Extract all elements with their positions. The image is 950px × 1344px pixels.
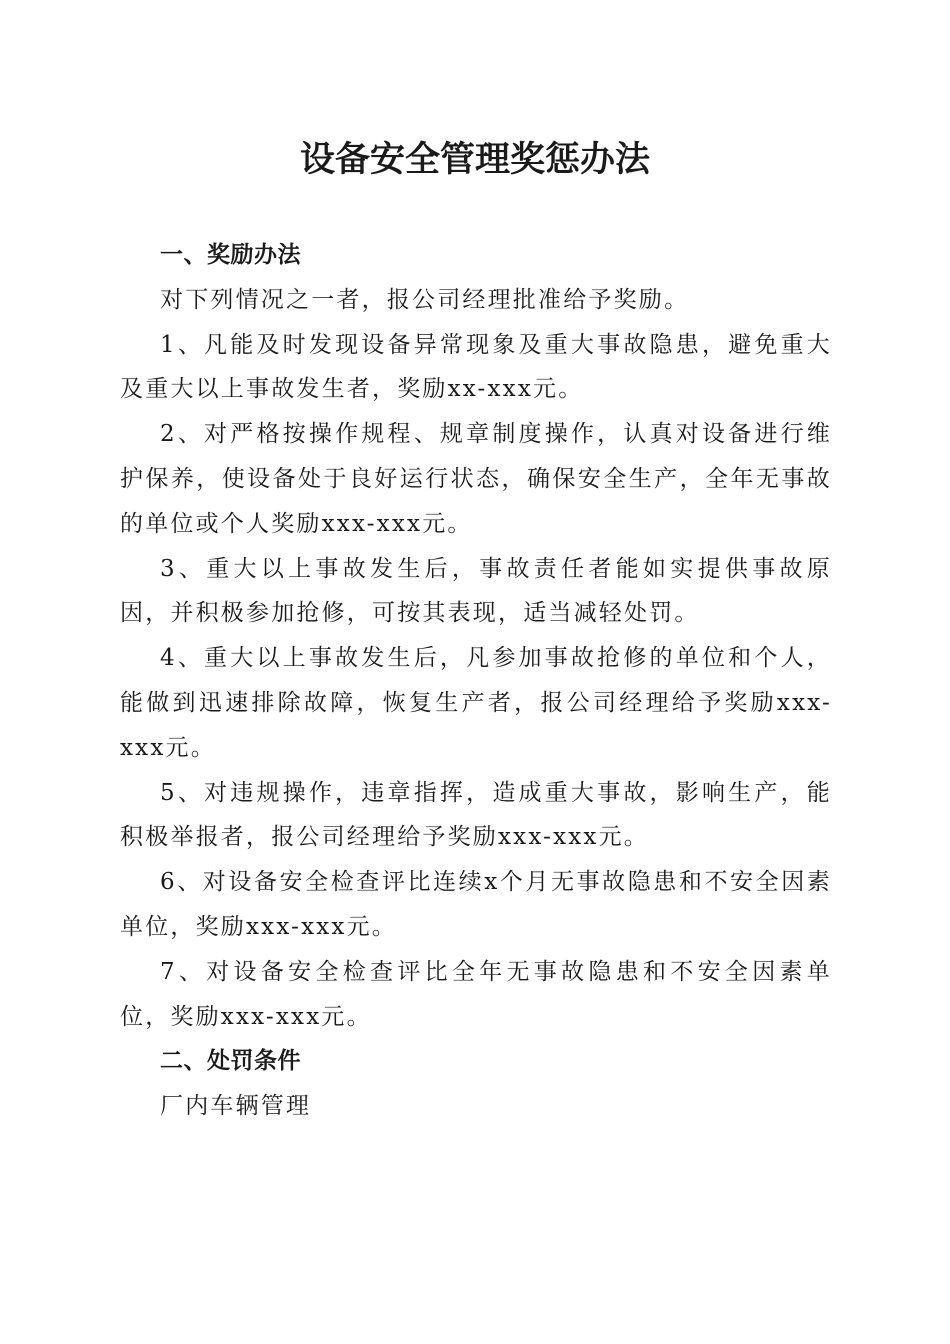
reward-item-7: 7、对设备安全检查评比全年无事故隐患和不安全因素单位，奖励xxx-xxx元。	[120, 958, 832, 1030]
reward-item-4: 4、重大以上事故发生后，凡参加事故抢修的单位和个人，能做到迅速排除故障，恢复生产者，报公司经理给予奖励xxx-xxx元。	[120, 645, 832, 761]
document-body	[120, 233, 832, 1129]
document-title: 设备安全管理奖惩办法	[299, 139, 650, 180]
reward-item-2: 2、对严格按操作规程、规章制度操作，认真对设备进行维护保养，使设备处于良好运行状态，确保安全生产，全年无事故的单位或个人奖励xxx-xxx元。	[120, 421, 832, 537]
reward-item-6: 6、对设备安全检查评比连续x个月无事故隐患和不安全因素单位，奖励xxx-xxx元。	[120, 869, 832, 940]
reward-item-1: 1、凡能及时发现设备异常现象及重大事故隐患，避免重大及重大以上事故发生者，奖励xx-xxx元。	[120, 331, 832, 403]
section2-paragraph: 厂内车辆管理	[160, 1093, 312, 1120]
reward-item-3: 3、重大以上事故发生后，事故责任者能如实提供事故原因，并积极参加抢修，可按其表现，适当减轻处罚。	[120, 555, 832, 627]
section-heading-rewards: 一、奖励办法	[160, 242, 301, 268]
reward-item-5: 5、对违规操作，违章指挥，造成重大事故，影响生产，能积极举报者，报公司经理给予奖励xxx-xxx元。	[120, 779, 832, 851]
intro-paragraph: 对下列情况之一者，报公司经理批准给予奖励。	[160, 286, 690, 313]
section-heading-penalties: 二、处罚条件	[160, 1048, 301, 1075]
